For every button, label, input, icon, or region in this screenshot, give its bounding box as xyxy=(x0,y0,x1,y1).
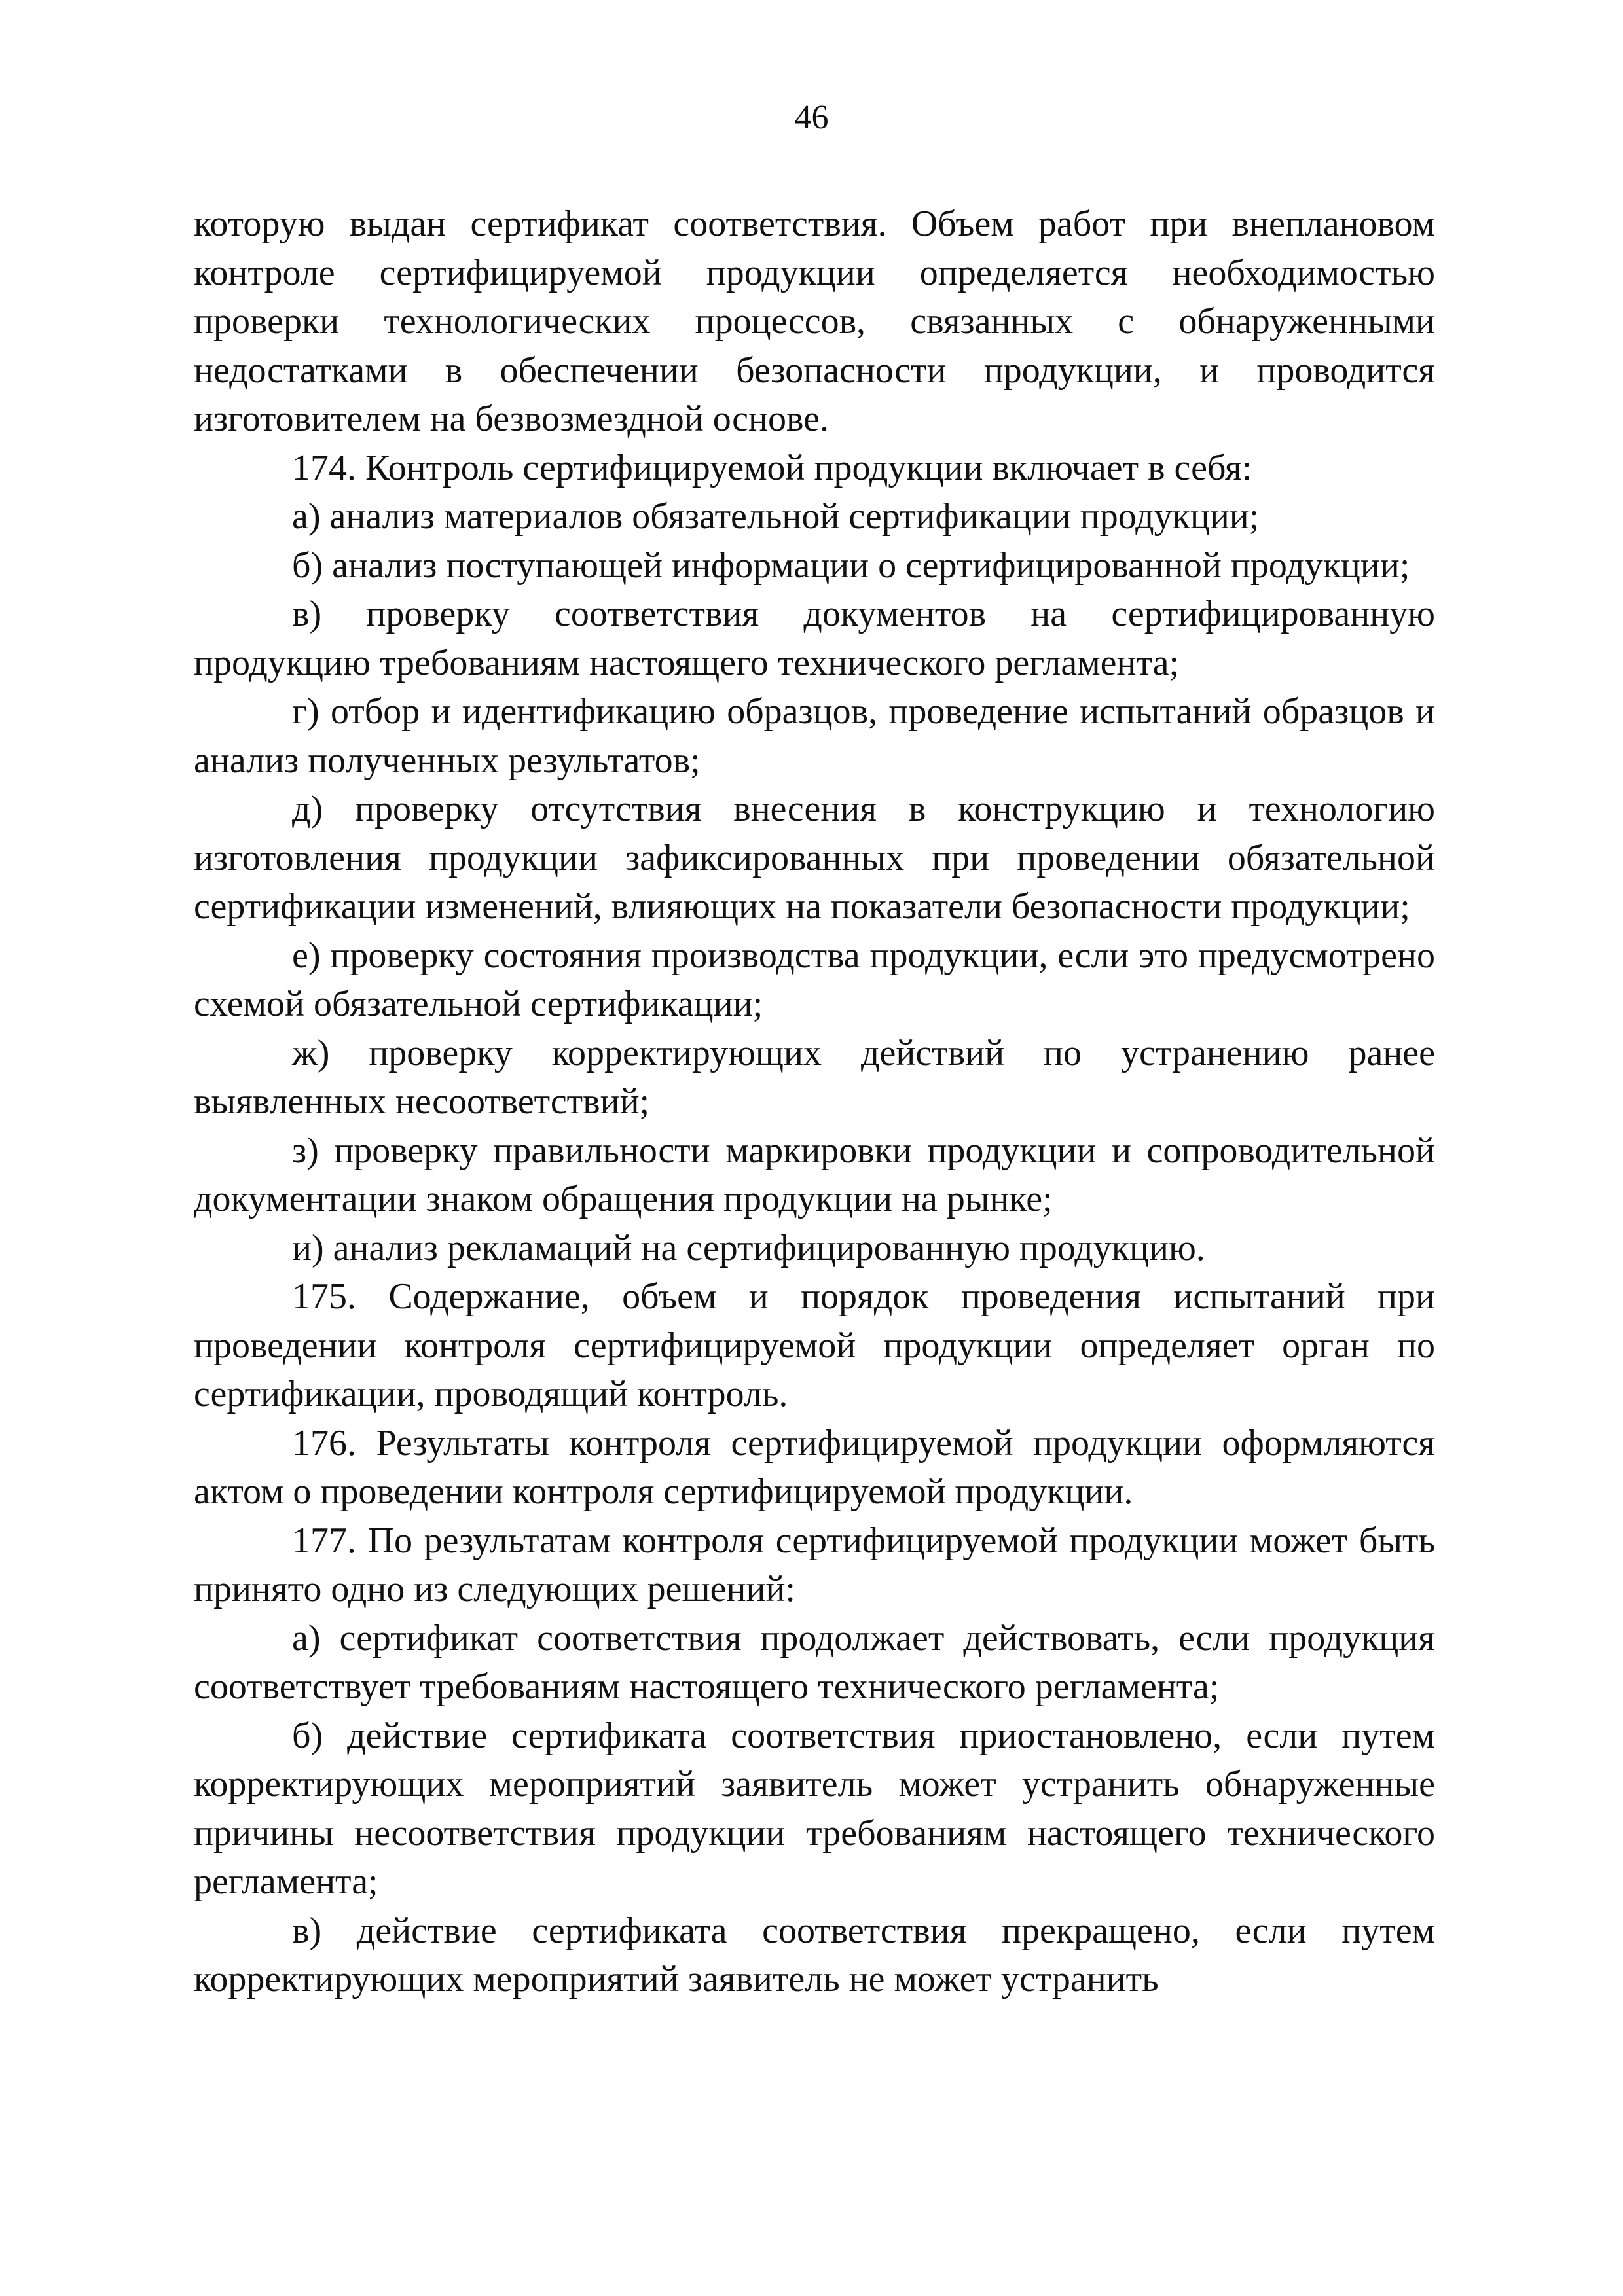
list-item-174-z: з) проверку правильности маркировки продукции и сопроводительной документации знаком обращения продукции на рынке; xyxy=(194,1130,1435,1219)
list-item-177-b: б) действие сертификата соответствия приостановлено, если путем корректирующих мероприятий заявитель может устранить обнаруженные причины несоответствия продукции требованиям настоящего технического регламента; xyxy=(194,1715,1435,1902)
list-item-177-v: в) действие сертификата соответствия прекращено, если путем корректирующих мероприятий заявитель не может устранить xyxy=(194,1910,1435,2000)
list-item-174-d: д) проверку отсутствия внесения в конструкцию и технологию изготовления продукции зафиксированных при проведении обязательной сертификации изменений, влияющих на показатели безопасности продукции; xyxy=(194,789,1435,927)
document-body xyxy=(194,200,1435,2004)
list-item-174-b: б) анализ поступающей информации о сертифицированной продукции; xyxy=(292,545,1410,586)
list-item-174-v: в) проверку соответствия документов на сертифицированную продукцию требованиям настоящего технического регламента; xyxy=(194,594,1435,683)
list-item-174-g: г) отбор и идентификацию образцов, проведение испытаний образцов и анализ полученных результатов; xyxy=(194,691,1435,781)
paragraph-continuation: которую выдан сертификат соответствия. Объем работ при внеплановом контроле сертифицируемой продукции определяется необходимостью проверки технологических процессов, связанных с обнаруженными недостатками в обеспечении безопасности продукции, и проводится изготовителем на безвозмездной основе. xyxy=(194,204,1435,439)
list-item-174-zh: ж) проверку корректирующих действий по устранению ранее выявленных несоответствий; xyxy=(194,1032,1435,1122)
list-item-174-a: а) анализ материалов обязательной сертификации продукции; xyxy=(292,496,1260,537)
paragraph-174: 174. Контроль сертифицируемой продукции включает в себя: xyxy=(292,447,1252,488)
paragraph-176: 176. Результаты контроля сертифицируемой продукции оформляются актом о проведении контроля сертифицируемой продукции. xyxy=(194,1422,1435,1512)
list-item-174-e: е) проверку состояния производства продукции, если это предусмотрено схемой обязательной сертификации; xyxy=(194,935,1435,1024)
list-item-177-a: а) сертификат соответствия продолжает действовать, если продукция соответствует требованиям настоящего технического регламента; xyxy=(194,1617,1435,1707)
page-number: 46 xyxy=(794,99,829,136)
paragraph-177: 177. По результатам контроля сертифицируемой продукции может быть принято одно из следующих решений: xyxy=(194,1520,1435,1609)
list-item-174-i: и) анализ рекламаций на сертифицированную продукцию. xyxy=(292,1227,1205,1268)
paragraph-175: 175. Содержание, объем и порядок проведения испытаний при проведении контроля сертифицируемой продукции определяет орган по сертификации, проводящий контроль. xyxy=(194,1276,1435,1414)
